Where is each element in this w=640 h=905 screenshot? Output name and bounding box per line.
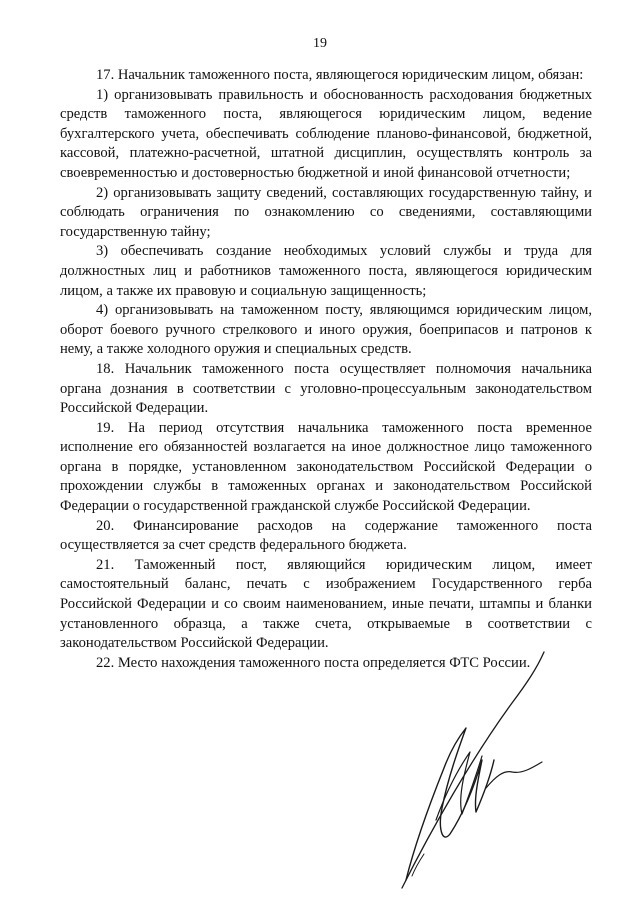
paragraph-19: 19. На период отсутствия начальника таможенного поста временное исполнение его обязанностей возлагается на иное должностное лицо таможенного органа в порядке, установленном законодательством Российской Федерации о прохождении службы в таможенных органах и законодательством Российской Федерации о государственной гражданской службе Российской Федерации. <box>60 419 592 515</box>
paragraph-17-heading: 17. Начальник таможенного поста, являющегося юридическим лицом, обязан: <box>96 67 584 83</box>
paragraph-21: 21. Таможенный пост, являющийся юридическим лицом, имеет самостоятельный баланс, печать с изображением Государственного герба Российской Федерации и со своим наименованием, иные печати, штампы и бланки установленного образца, а также счета, открываемые в соответствии с законодательством Российской Федерации. <box>60 556 592 652</box>
paragraph-17-item-1: 1) организовывать правильность и обоснованность расходования бюджетных средств таможенного поста, являющегося юридическим лицом, ведение бухгалтерского учета, обеспечивать соблюдение планово-финансовой, бюджетной, кассовой, платежно-расчетной, штатной дисциплин, осуществлять контроль за своевременностью и достоверностью бюджетной и иной финансовой отчетности; <box>60 86 592 181</box>
paragraph-22: 22. Место нахождения таможенного поста определяется ФТС России. <box>96 654 531 671</box>
paragraph-20: 20. Финансирование расходов на содержание таможенного поста осуществляется за счет средств федерального бюджета. <box>60 517 592 554</box>
paragraph-17-item-3: 3) обеспечивать создание необходимых условий службы и труда для должностных лиц и работников таможенного поста, являющегося юридическим лицом, а также их правовую и социальную защищенность; <box>60 243 592 299</box>
paragraph-17-item-4: 4) организовывать на таможенном посту, являющимся юридическим лицом, оборот боевого ручного стрелкового и иного оружия, боеприпасов и патронов к нему, а также холодного оружия и специальных средств. <box>60 302 592 358</box>
document-body <box>60 66 592 673</box>
paragraph-17-item-2: 2) организовывать защиту сведений, составляющих государственную тайну, и соблюдать ограничения по ознакомлению со сведениями, составляющими государственную тайну; <box>60 184 592 240</box>
page-number: 19 <box>313 36 327 51</box>
paragraph-18: 18. Начальник таможенного поста осуществляет полномочия начальника органа дознания в соответствии с уголовно-процессуальным законодательством Российской Федерации. <box>60 360 592 417</box>
handwritten-signature <box>392 648 552 898</box>
